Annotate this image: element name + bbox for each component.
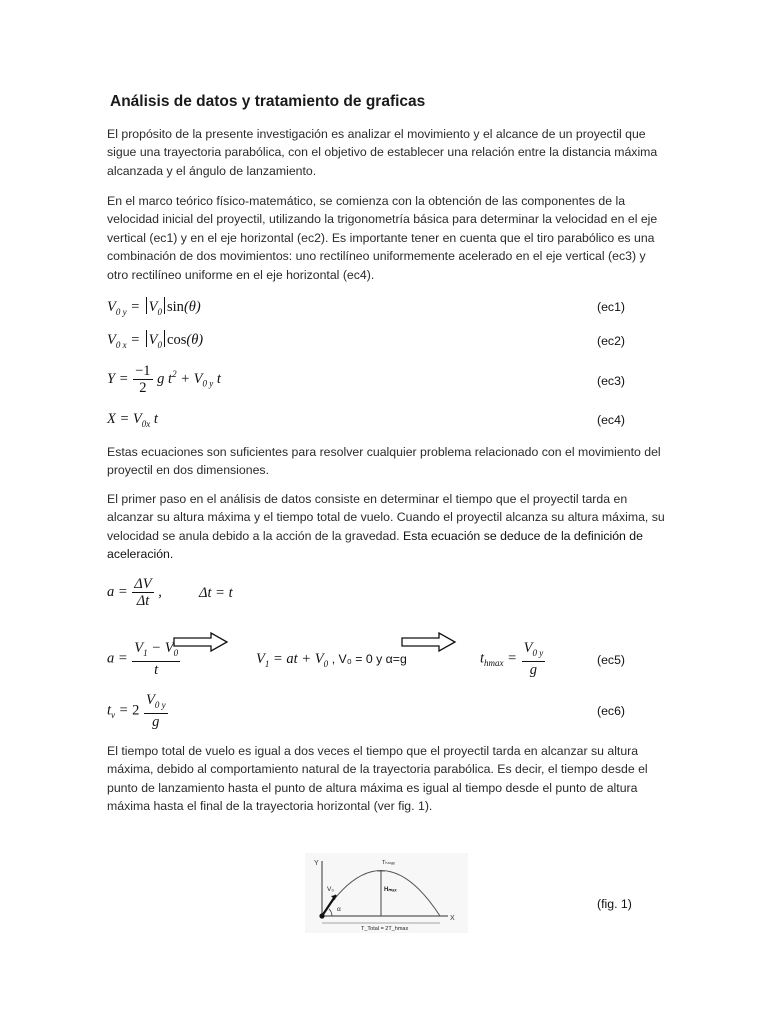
figure-ttotal-label: T_Total = 2T_hmax — [361, 926, 409, 932]
figure-y-label: Y — [314, 860, 319, 867]
equation-label-ec3: (ec3) — [597, 374, 626, 388]
equation-final-velocity: $V_1$ = at + $V_0$ , V₀ = 0 y α=g — [256, 651, 407, 669]
paragraph-analysis-definition: Esta ecuación se deduce de la definición de aceleración. — [107, 528, 643, 562]
section-heading: Análisis de datos y tratamiento de graficas — [110, 93, 426, 110]
paragraph-intro: El propósito de la presente investigación es analizar el movimiento y el alcance de un proyectil que sigue una trayectoria parabólica, con el objetivo de establecer una relación entre la distancia máxima alcanzada y el ángulo de lanzamiento. — [107, 127, 658, 178]
equation-ec6: $t_v = 2$ $\frac{V_{0 y}}{g}$ — [107, 692, 166, 730]
right-arrow-icon — [173, 631, 229, 653]
figure-label: (fig. 1) — [597, 897, 632, 911]
equation-delta-t: Δt = t — [199, 585, 233, 601]
equation-label-ec6: (ec6) — [597, 704, 626, 718]
figure-v0-label: V₀ — [327, 886, 335, 893]
equation-label-ec4: (ec4) — [597, 413, 626, 427]
figure-x-label: X — [450, 915, 455, 922]
trajectory-figure — [305, 853, 468, 933]
figure-thmax-label: Tₕₘₐₓ — [382, 860, 395, 866]
paragraph-theory: En el marco teórico físico-matemático, se comienza con la obtención de las componentes de la velocidad inicial del proyectil, utilizando la trigonometría básica para determinar la velocidad en el eje vertical (ec1) y en el eje horizontal (ec2). Es importante tener en cuenta que el tiro parabólico es una combinación de dos movimientos: uno rectilíneo uniformemente acelerado en el eje vertical (ec3) y otro rectilíneo uniforme en el eje horizontal (ec4). — [107, 194, 658, 282]
paragraph-analysis — [107, 490, 667, 564]
equation-label-ec2: (ec2) — [597, 334, 626, 348]
equation-ec4: $X = V_{0x}$ t — [107, 411, 158, 429]
right-arrow-icon — [401, 631, 457, 653]
equation-ec3: Y = $\frac{-1}{2}$ g $t^2 + V_{0 y}$ t — [107, 363, 221, 396]
paragraph-total-time: El tiempo total de vuelo es igual a dos veces el tiempo que el proyectil tarda en alcanzar su altura máxima, debido al comportamiento natural de la trayectoria parabólica. Es decir, el tiempo desde el punto de lanzamiento hasta el punto de altura máxima es igual al tiempo desde el punto de altura máxima hasta el final de la trayectoria horizontal (ver fig. 1). — [107, 744, 648, 814]
equation-acceleration-definition: a = $\frac{\Delta V}{\Delta t}$ , — [107, 576, 162, 609]
equation-label-ec5: (ec5) — [597, 653, 626, 667]
equation-acceleration-velocities: a = $\frac{V_1 - V_0}{t}$ — [107, 640, 179, 678]
equation-ec2: $V_{0 x} = V_0$ cos(θ) — [107, 332, 204, 350]
paragraph-analysis-text: El primer paso en el análisis de datos consiste en determinar el tiempo que el proyectil tarda en alcanzar su altura máxima y el tiempo total de vuelo. Cuando el proyectil alcanza su altura máxima, su velocidad se anula debido a la acción de la gravedad. — [107, 492, 665, 543]
velocity-conditions: , V₀ = 0 y α=g — [331, 652, 407, 666]
paragraph-sufficiency: Estas ecuaciones son suficientes para resolver cualquier problema relacionado con el movimiento del proyectil en dos dimensiones. — [107, 445, 661, 478]
figure-hmax-label: Hₘₐₓ — [384, 887, 397, 893]
equation-label-ec1: (ec1) — [597, 300, 626, 314]
equation-t-hmax: $t_{hmax}$ = $\frac{V_{0 y}}{g}$ — [480, 640, 544, 678]
figure-alpha-label: α — [337, 906, 341, 913]
equation-ec1: $V_{0 y} = V_0$ sin(θ) — [107, 299, 201, 317]
